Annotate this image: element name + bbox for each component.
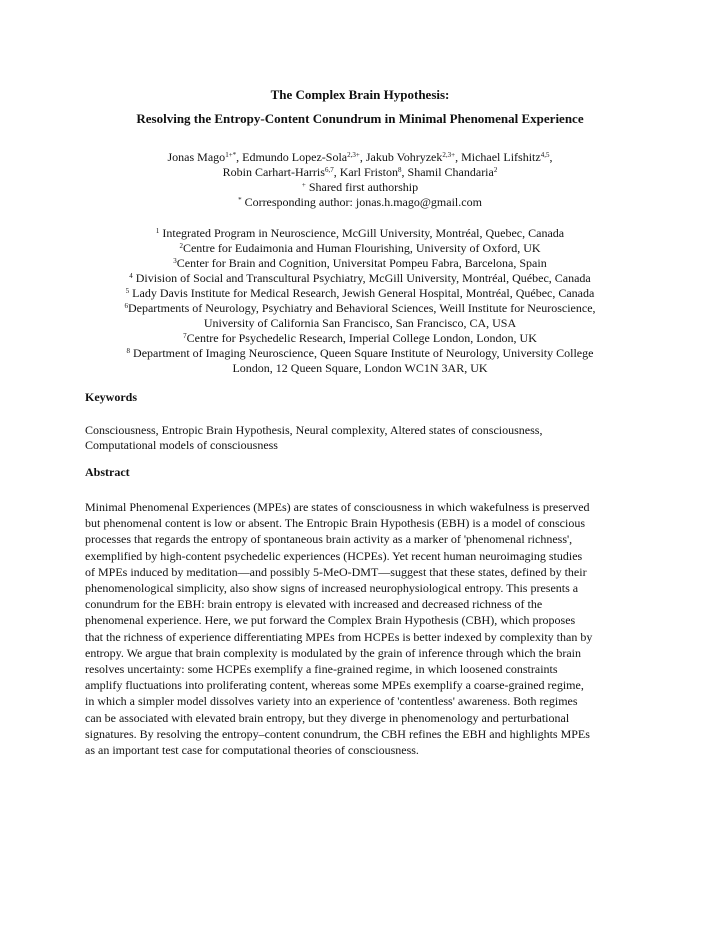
shared-note-text: Shared first authorship bbox=[305, 180, 419, 194]
keywords-line: Consciousness, Entropic Brain Hypothesis, Neural complexity, Altered states of consciousness, bbox=[85, 423, 543, 437]
affiliation-6-continued: University of California San Francisco, San Francisco, CA, USA bbox=[203, 316, 517, 330]
corresponding-marker: * bbox=[238, 196, 242, 204]
author-name: Robin Carhart-Harris bbox=[222, 165, 325, 179]
affiliation-number: 7 bbox=[183, 332, 187, 340]
author-name: , Jakub Vohryzek bbox=[359, 150, 443, 164]
author-line-1 bbox=[0, 150, 720, 165]
affiliation-8-continued: London, 12 Queen Square, London WC1N 3AR, UK bbox=[232, 361, 488, 375]
author-name: , Karl Friston bbox=[333, 165, 399, 179]
affiliation-4 bbox=[0, 271, 720, 286]
author-block bbox=[0, 150, 720, 210]
author-affiliation-marker: 2 bbox=[493, 166, 498, 174]
abstract-line: processes that regards the entropy of spontaneous brain activity as a marker of 'phenomenal richness', bbox=[85, 532, 573, 547]
affiliation-3 bbox=[0, 256, 720, 271]
author-name: Jonas Mago bbox=[167, 150, 226, 164]
abstract-line: can be associated with elevated brain entropy, but they diverge in phenomenology and perturbational bbox=[85, 710, 570, 725]
affiliation-number: 5 bbox=[125, 287, 130, 295]
abstract-line: Minimal Phenomenal Experiences (MPEs) are states of consciousness in which wakefulness is preserved bbox=[85, 500, 590, 514]
paper-title-line-1: The Complex Brain Hypothesis: bbox=[270, 87, 450, 102]
keywords-text bbox=[85, 423, 645, 453]
corresponding-note-text: Corresponding author: jonas.h.mago@gmail.com bbox=[241, 195, 482, 209]
abstract-line: but phenomenal content is low or absent. The Entropic Brain Hypothesis (EBH) is a model of conscious bbox=[85, 516, 586, 531]
author-affiliation-marker: 4,5 bbox=[540, 151, 550, 159]
paper-title-line-2: Resolving the Entropy-Content Conundrum in Minimal Phenomenal Experience bbox=[136, 111, 584, 126]
affiliation-text: Integrated Program in Neuroscience, McGill University, Montréal, Quebec, Canada bbox=[159, 226, 565, 240]
author-separator: , bbox=[549, 150, 553, 164]
author-name: , Michael Lifshitz bbox=[455, 150, 541, 164]
author-name: , Shamil Chandaria bbox=[401, 165, 494, 179]
abstract-heading: Abstract bbox=[85, 465, 130, 479]
abstract-line: resolves uncertainty: some HCPEs exemplify a fine-grained regime, in which loosened constraints bbox=[85, 662, 558, 677]
keywords-heading: Keywords bbox=[85, 390, 137, 404]
affiliation-text: Center for Brain and Cognition, Universitat Pompeu Fabra, Barcelona, Spain bbox=[176, 256, 547, 270]
abstract-body bbox=[85, 499, 645, 758]
abstract-line: exemplified by high-content psychedelic experiences (HCPEs). Yet recent human neuroimaging studies bbox=[85, 548, 583, 563]
author-affiliation-marker: 2,3+ bbox=[347, 151, 360, 159]
abstract-line: that the richness of experience differentiating MPEs from HCPEs is better indexed by complexity than by bbox=[85, 629, 593, 644]
abstract-line: in which a simpler model dissolves variety into an experience of 'contentless' awareness. Both regimes bbox=[85, 694, 578, 709]
corresponding-author-note bbox=[0, 195, 720, 210]
affiliation-6 bbox=[0, 301, 720, 316]
author-line-2 bbox=[0, 165, 720, 180]
affiliation-8 bbox=[0, 346, 720, 361]
author-affiliation-marker: 2,3+ bbox=[442, 151, 456, 159]
shared-authorship-note bbox=[0, 180, 720, 195]
affiliation-text: Departments of Neurology, Psychiatry and Behavioral Sciences, Weill Institute for Neuroscience, bbox=[127, 301, 596, 315]
abstract-line: as an important test case for computational theories of consciousness. bbox=[85, 743, 419, 758]
affiliation-number: 1 bbox=[155, 227, 160, 235]
abstract-line: phenomenal experience. Here, we put forward the Complex Brain Hypothesis (CBH), which proposes bbox=[85, 613, 576, 628]
affiliation-text: Centre for Psychedelic Research, Imperial College London, London, UK bbox=[186, 331, 537, 345]
abstract-line: signatures. By resolving the entropy–content conundrum, the CBH refines the EBH and highlights MPEs bbox=[85, 726, 590, 741]
affiliation-number: 2 bbox=[179, 242, 183, 250]
affiliation-2 bbox=[0, 241, 720, 256]
affiliation-number: 4 bbox=[129, 272, 133, 280]
affiliations-block bbox=[0, 226, 720, 376]
author-affiliation-marker: 6,7 bbox=[324, 166, 334, 174]
affiliation-text: Centre for Eudaimonia and Human Flourishing, University of Oxford, UK bbox=[182, 241, 541, 255]
abstract-line: entropy. We argue that brain complexity is modulated by the grain of inference through which the brain bbox=[85, 645, 581, 660]
abstract-line: amplify fluctuations into proliferating content, whereas some MPEs exemplify a coarse-grained regime, bbox=[85, 678, 584, 693]
affiliation-text: Division of Social and Transcultural Psychiatry, McGill University, Montréal, Québec, Canada bbox=[132, 271, 591, 285]
affiliation-7 bbox=[0, 331, 720, 346]
affiliation-number: 3 bbox=[173, 257, 177, 265]
author-name: , Edmundo Lopez-Sola bbox=[236, 150, 348, 164]
affiliation-number: 8 bbox=[126, 347, 131, 355]
affiliation-5 bbox=[0, 286, 720, 301]
abstract-line: conundrum for the EBH: brain entropy is elevated with increased and decreased richness of the bbox=[85, 597, 543, 612]
keywords-line: Computational models of consciousness bbox=[85, 438, 278, 452]
author-affiliation-marker: 1+* bbox=[225, 151, 237, 159]
abstract-line: of MPEs induced by meditation—and possibly 5-MeO-DMT—suggest that these states, defined by their bbox=[85, 564, 587, 579]
affiliation-number: 6 bbox=[124, 302, 128, 310]
affiliation-text: Department of Imaging Neuroscience, Queen Square Institute of Neurology, University College bbox=[130, 346, 594, 360]
shared-marker: + bbox=[301, 181, 306, 189]
affiliation-1 bbox=[0, 226, 720, 241]
author-affiliation-marker: 8 bbox=[398, 166, 402, 174]
abstract-line: phenomenological simplicity, also show signs of increased neurophysiological entropy. This presents a bbox=[85, 581, 579, 596]
affiliation-text: Lady Davis Institute for Medical Research, Jewish General Hospital, Montréal, Québec, Canada bbox=[129, 286, 595, 300]
